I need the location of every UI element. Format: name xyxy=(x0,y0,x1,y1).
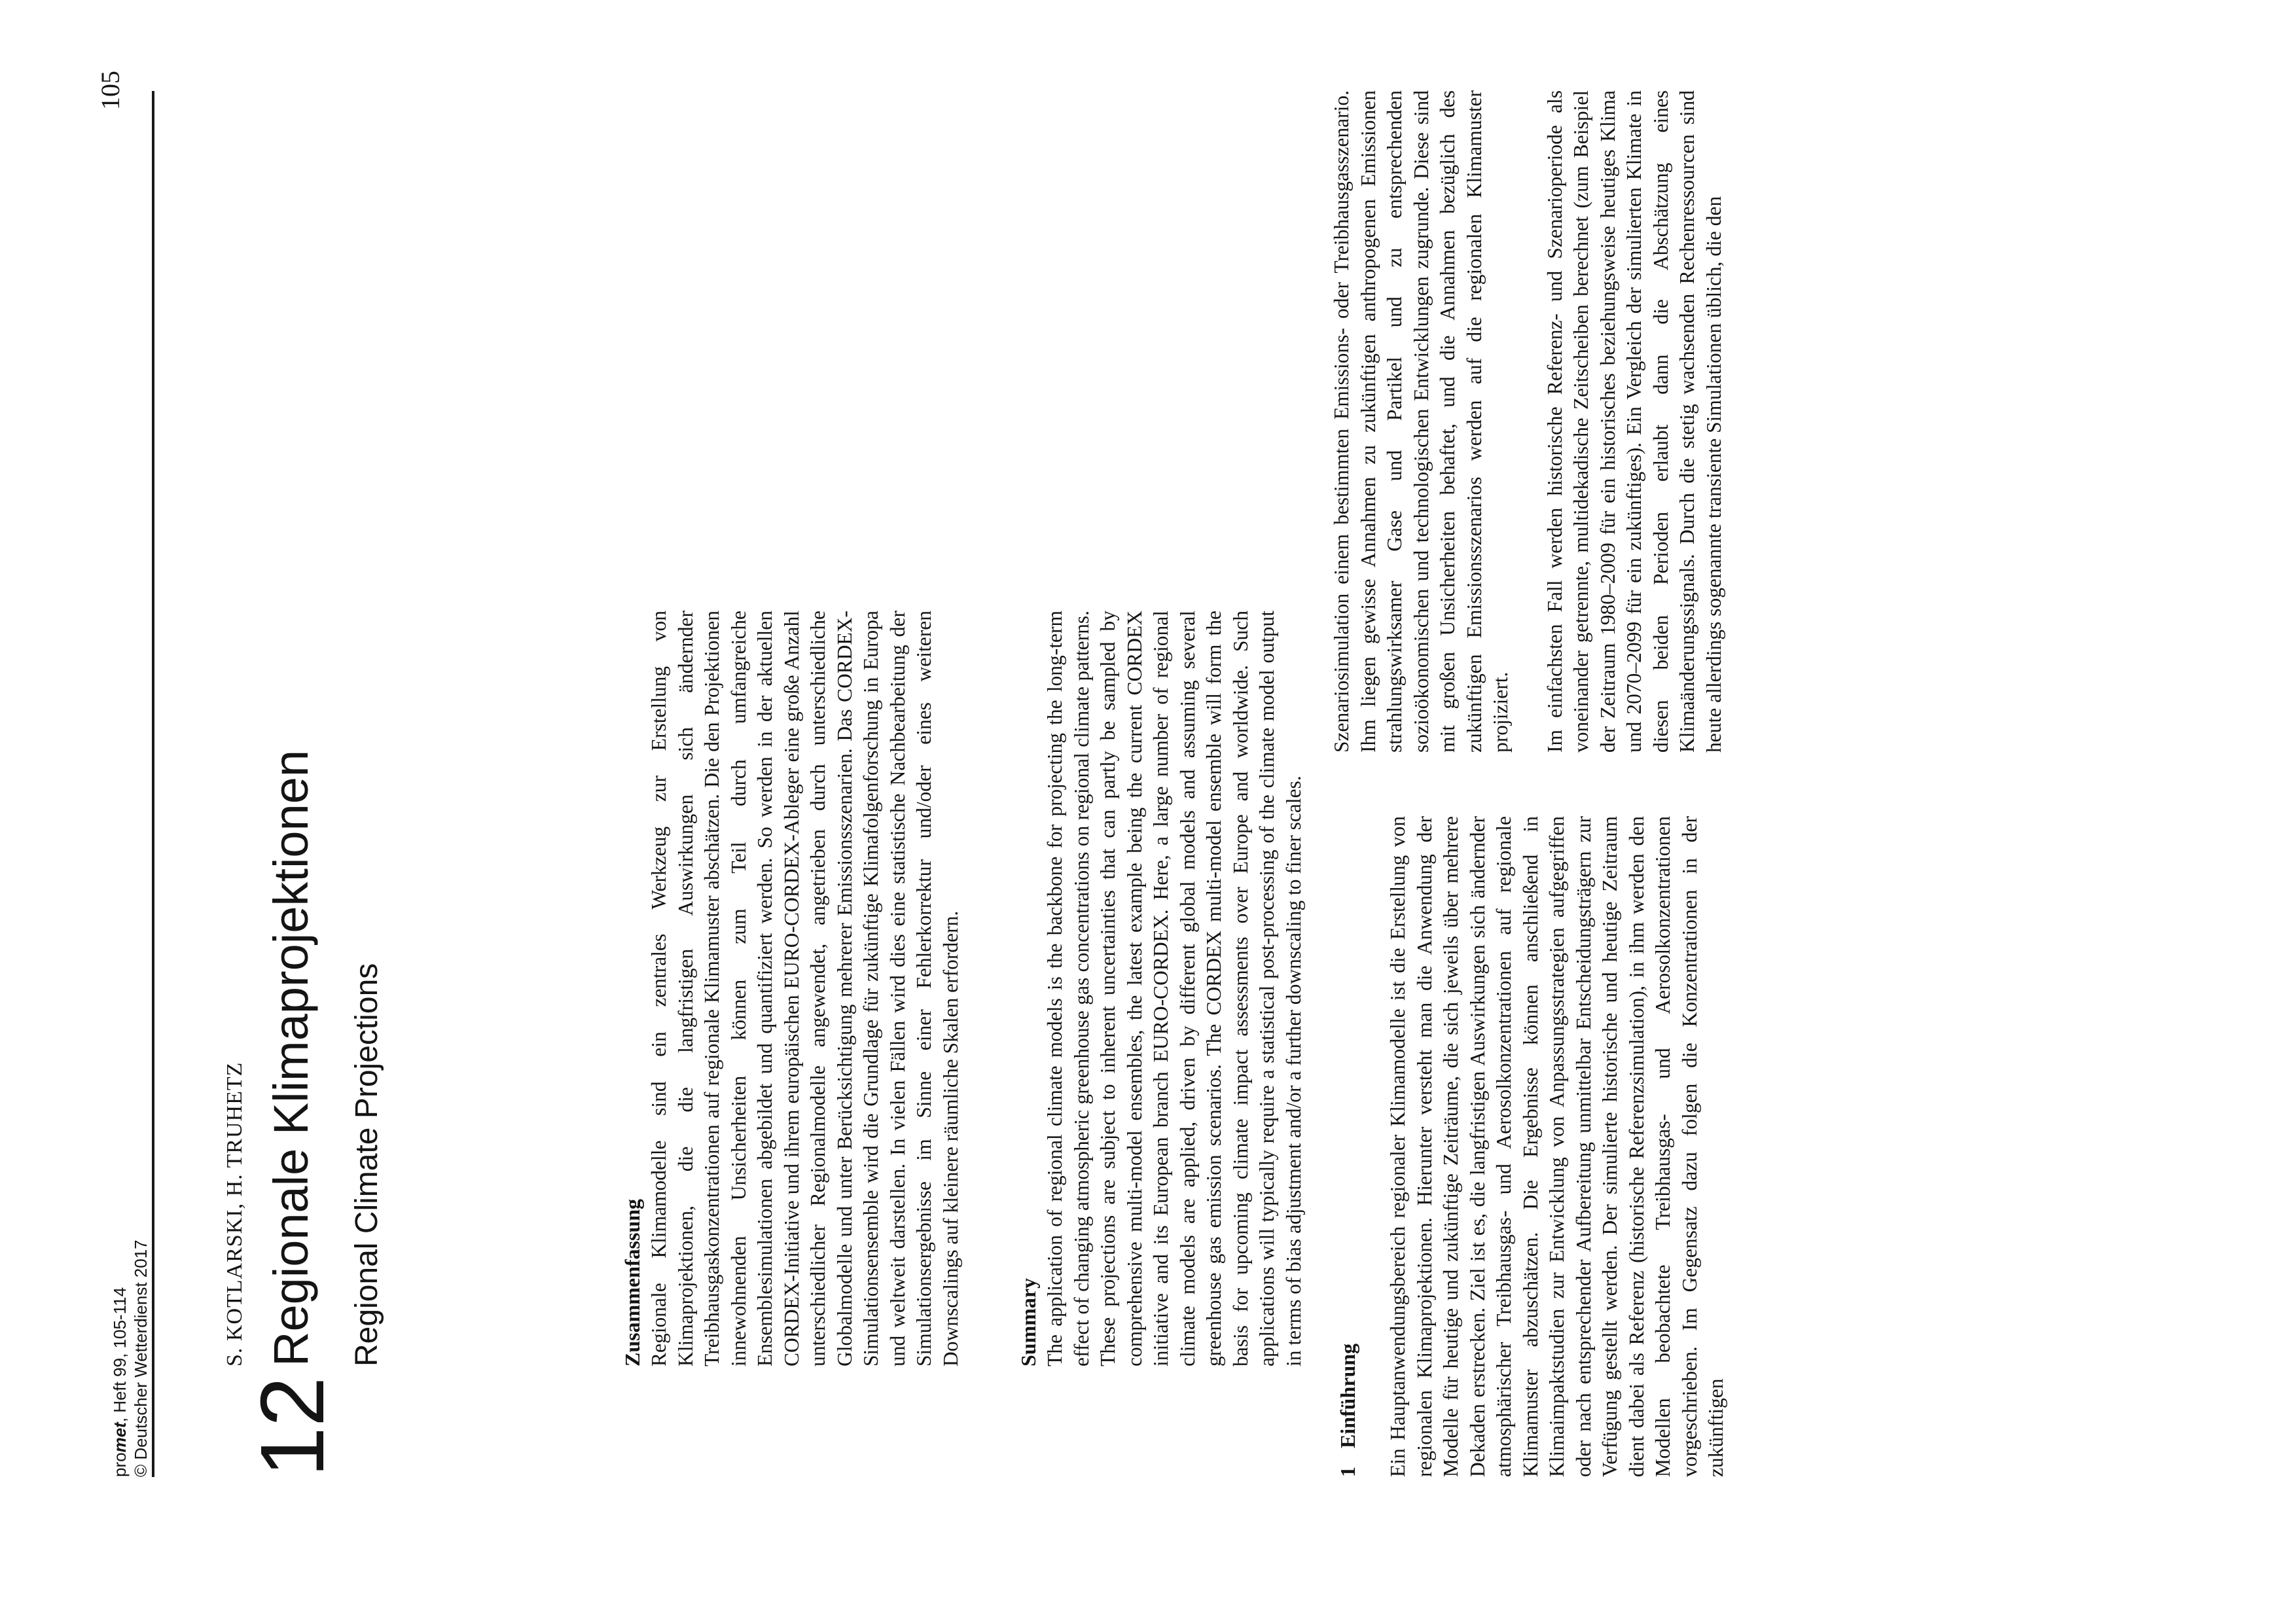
article-authors: S. KOTLARSKI, H. TRUHETZ xyxy=(223,1061,247,1366)
abstract-english-heading: Summary xyxy=(1016,1277,1040,1366)
abstract-german-text: Regionale Klimamodelle sind ein zentrales Werkzeug zur Erstellung von Klimaprojektionen, die die langfristigen Auswirkungen sich ändernder Treibhausgaskonzentrationen auf regionale Klimamuster abschätzen. Die den Projektionen innewohnenden Unsicherheiten können zum Teil durch umfangreiche Ensemblesimulationen abgebildet und quantifiziert werden. So werden in der aktuellen CORDEX-Initiative und ihrem europäischen EURO-CORDEX-Ableger eine große Anzahl unterschiedlicher Regionalmodelle angewendet, angetrieben durch unterschiedliche Globalmodelle und unter Berücksichtigung mehrerer Emissionsszenarien. Das CORDEX-Simulationsensemble wird die Grundlage für zukünftige Klimafolgenforschung in Europa und weltweit darstellen. In vielen Fällen wird dies eine statistische Nachbearbeitung der Simulationsergebnisse im Sinne einer Fehlerkorrektur und/oder eines weiteren Downscalings auf kleinere räumliche Skalen erfordern. xyxy=(647,611,962,1366)
article-title-german: Regionale Klimaprojektionen xyxy=(264,749,318,1366)
journal-citation xyxy=(109,1287,130,1477)
header-rule xyxy=(152,91,154,1477)
body-paragraph: Szenariosimulation einem bestimmten Emissions- oder Treibhausgasszenario. Ihm liegen gewisse Annahmen zu zukünftigen anthropogenen Emissionen strahlungswirksamer Gase und Partikel und zu entsprechenden sozioökonomischen und technologischen Entwicklungen zugrunde. Diese sind mit großen Unsicherheiten behaftet, und die Annahmen bezüglich des zukünftigen Emissionsszenarios werden auf die regionalen Klimamuster projiziert. xyxy=(1330,90,1512,753)
body-column-right xyxy=(1329,90,1727,753)
body-paragraph: Im einfachsten Fall werden historische Referenz- und Szenarioperiode als voneinander getrennte, multidekadische Zeitscheiben berechnet (zum Beispiel der Zeitraum 1980–2009 für ein historisches beziehungsweise heutiges Klima und 2070–2099 für ein zukünftiges). Ein Vergleich der simulierten Klimate in diesen beiden Perioden erlaubt dann die Abschätzung eines Klimaänderungssignals. Durch die stetig wachsenden Rechenressourcen sind heute allerdings sogenannte transiente Simulationen üblich, die den xyxy=(1543,90,1725,753)
copyright-notice: © Deutscher Wetterdienst 2017 xyxy=(131,1240,151,1477)
journal-issue-pages: , Heft 99, 105-114 xyxy=(110,1287,130,1423)
page-number: 105 xyxy=(96,71,125,110)
chapter-number: 12 xyxy=(242,1376,343,1477)
body-column-left xyxy=(1329,816,1730,1477)
abstract-german xyxy=(619,611,964,1366)
article-title-english: Regional Climate Projections xyxy=(350,963,384,1366)
abstract-english xyxy=(1014,611,1307,1366)
body-paragraph: Ein Hauptanwendungsbereich regionaler Klimamodelle ist die Erstellung von regionalen Klimaprojektionen. Hierunter versteht man die Anwendung der Modelle für heutige und zukünftige Zeiträume, die sich jeweils über mehrere Dekaden erstrecken. Ziel ist es, die langfristigen Auswirkungen sich ändernder atmosphärischer Treibhausgas- und Aerosolkonzentrationen auf regionale Klimamuster abzuschätzen. Die Ergebnisse können anschließend in Klimaimpaktstudien zur Entwicklung von Anpassungsstrategien aufgegriffen oder nach entsprechender Aufbereitung unmittelbar Entscheidungsträgern zur Verfügung gestellt werden. Der simulierte historische und heutige Zeitraum dient dabei als Referenz (historische Referenzsimulation), in ihm werden den Modellen beobachtete Treibhausgas- und Aerosolkonzentrationen vorgeschrieben. Im Gegensatz dazu folgen die Konzentrationen in der zukünftigen xyxy=(1386,816,1727,1477)
section-title: Einführung xyxy=(1336,1343,1359,1448)
section-heading xyxy=(1334,816,1361,1477)
journal-name-emphasis: met xyxy=(110,1422,130,1453)
journal-name-prefix: pro xyxy=(110,1452,130,1477)
abstract-german-heading: Zusammenfassung xyxy=(620,1198,644,1366)
abstract-english-text: The application of regional climate models is the backbone for projecting the long-term effect of changing atmospheric greenhouse gas concentrations on regional climate patterns. These projections are subject to inherent uncertainties that can partly be sampled by comprehensive multi-model ensembles, the latest example being the current CORDEX initiative and its European branch EURO-CORDEX. Here, a large number of regional climate models are applied, driven by different global models and assuming several greenhouse gas emission scenarios. The CORDEX multi-model ensemble will form the basis for upcoming climate impact assessments over Europe and worldwide. Such applications will typically require a statistical post-processing of the climate model output in terms of bias adjustment and/or a further downscaling to finer scales. xyxy=(1043,611,1305,1366)
section-number: 1 xyxy=(1336,1467,1359,1477)
